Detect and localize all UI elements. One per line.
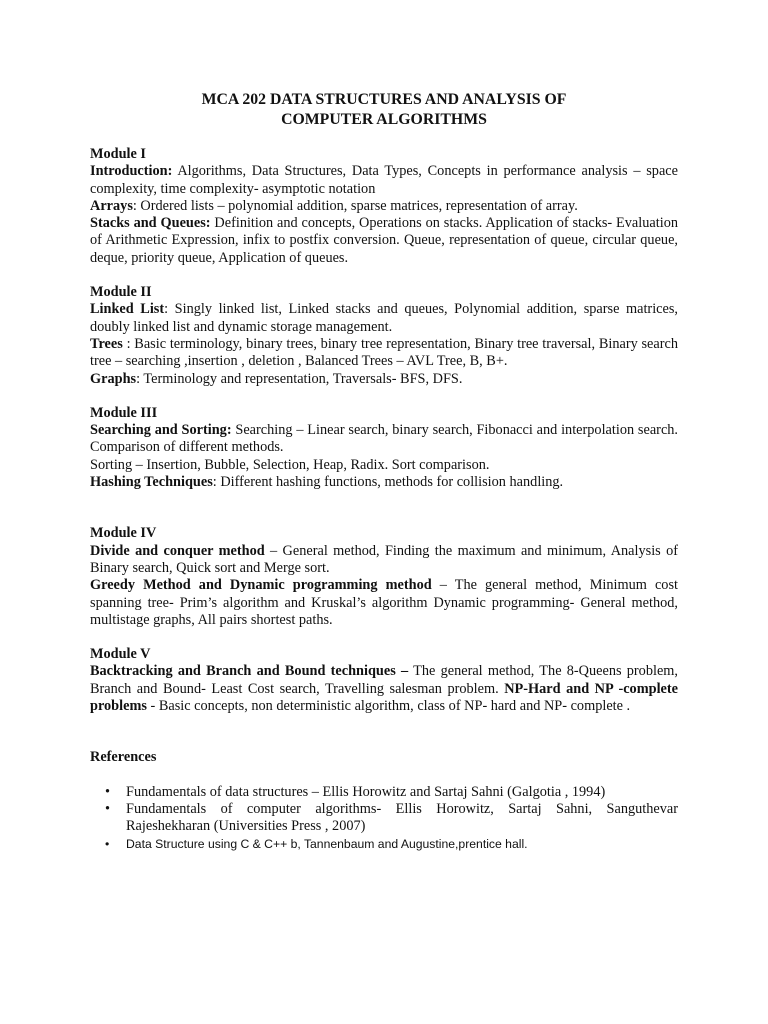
module-2	[90, 284, 678, 388]
topic-label: Arrays	[90, 197, 133, 214]
module-paragraph	[90, 457, 678, 474]
references-section	[90, 749, 678, 852]
module-paragraph	[90, 422, 678, 457]
reference-text: Fundamentals of computer algorithms- Ellis Horowitz, Sartaj Sahni, Sanguthevar Rajeshekharan (Universities Press , 2007)	[126, 800, 678, 835]
topic-label: Trees	[90, 335, 123, 352]
topic-label: Greedy Method and Dynamic programming method	[90, 577, 432, 594]
module-paragraph	[90, 215, 678, 267]
module-paragraph	[90, 198, 678, 215]
title-line-2: COMPUTER ALGORITHMS	[281, 111, 487, 128]
bullet-icon: •	[105, 783, 111, 800]
topic-text: : Singly linked list, Linked stacks and queues, Polynomial addition, sparse matrices, doubly linked list and dynamic storage management.	[90, 301, 678, 335]
topic-label: Backtracking and Branch and Bound techniques –	[90, 663, 409, 680]
module-paragraph	[90, 663, 678, 715]
topic-text: : Basic terminology, binary trees, binary tree representation, Binary tree traversal, Binary search tree – searching ,insertion , deletion , Balanced Trees – AVL Tree, B, B+.	[90, 335, 678, 370]
module-paragraph	[90, 577, 678, 629]
topic-text: – The general method, Minimum cost spanning tree- Prim’s algorithm and Kruskal’s algorithm Dynamic programming- General method, multistage graphs, All pairs shortest paths.	[90, 577, 678, 628]
topic-text: Definition and concepts, Operations on stacks. Application of stacks- Evaluation of Arithmetic Expression, infix to postfix conversion. Queue, representation of queue, circular queue, deque, priority queue, Application of queues.	[90, 215, 678, 266]
references-list	[90, 784, 678, 853]
bullet-icon: •	[105, 800, 111, 817]
reference-item	[90, 836, 678, 853]
topic-text: - Basic concepts, non deterministic algorithm, class of NP- hard and NP- complete .	[146, 698, 631, 715]
module-heading: Module V	[90, 646, 151, 663]
topic-label: Introduction:	[90, 163, 173, 180]
module-paragraph	[90, 543, 678, 578]
document-title	[90, 90, 678, 130]
module-heading: Module III	[90, 404, 158, 421]
topic-label: Stacks and Queues:	[90, 215, 211, 232]
module-paragraph	[90, 301, 678, 336]
module-paragraph	[90, 371, 678, 388]
topic-text: The general method, The 8-Queens problem, Branch and Bound- Least Cost search, Travelling salesman problem.	[90, 663, 678, 697]
topic-text: : Terminology and representation, Traversals- BFS, DFS.	[136, 370, 463, 387]
topic-label: Divide and conquer method	[90, 542, 265, 559]
title-line-1: MCA 202 DATA STRUCTURES AND ANALYSIS OF	[201, 91, 567, 108]
module-heading: Module II	[90, 284, 152, 301]
reference-text: Data Structure using C & C++ b, Tannenbaum and Augustine,prentice hall.	[126, 836, 528, 851]
module-paragraph	[90, 163, 678, 198]
module-1	[90, 146, 678, 267]
topic-label: Graphs	[90, 370, 137, 387]
reference-text: Fundamentals of data structures – Ellis Horowitz and Sartaj Sahni (Galgotia , 1994)	[126, 783, 606, 800]
topic-text: – General method, Finding the maximum and minimum, Analysis of Binary search, Quick sort and Merge sort.	[90, 542, 678, 576]
module-paragraph	[90, 336, 678, 371]
references-heading: References	[90, 749, 157, 766]
module-heading: Module IV	[90, 525, 157, 542]
topic-text: Sorting – Insertion, Bubble, Selection, Heap, Radix. Sort comparison.	[90, 456, 490, 473]
topic-text: : Different hashing functions, methods for collision handling.	[212, 474, 564, 491]
topic-label: Hashing Techniques	[90, 474, 213, 491]
reference-item	[90, 801, 678, 836]
topic-text: Searching – Linear search, binary search, Fibonacci and interpolation search. Comparison of different methods.	[90, 422, 679, 456]
syllabus-page	[90, 90, 678, 853]
topic-label: NP-Hard and NP -complete problems	[90, 680, 678, 715]
module-4	[90, 525, 678, 629]
module-heading: Module I	[90, 146, 147, 162]
reference-item	[90, 784, 678, 801]
topic-label: Linked List	[90, 301, 165, 318]
topic-text: Algorithms, Data Structures, Data Types, Concepts in performance analysis – space complexity, time complexity- asymptotic notation	[90, 163, 678, 197]
topic-text: : Ordered lists – polynomial addition, sparse matrices, representation of array.	[132, 197, 578, 214]
module-paragraph	[90, 474, 678, 491]
module-5	[90, 646, 678, 715]
module-3	[90, 405, 678, 491]
bullet-icon: •	[105, 836, 110, 851]
topic-label: Searching and Sorting:	[90, 422, 232, 439]
